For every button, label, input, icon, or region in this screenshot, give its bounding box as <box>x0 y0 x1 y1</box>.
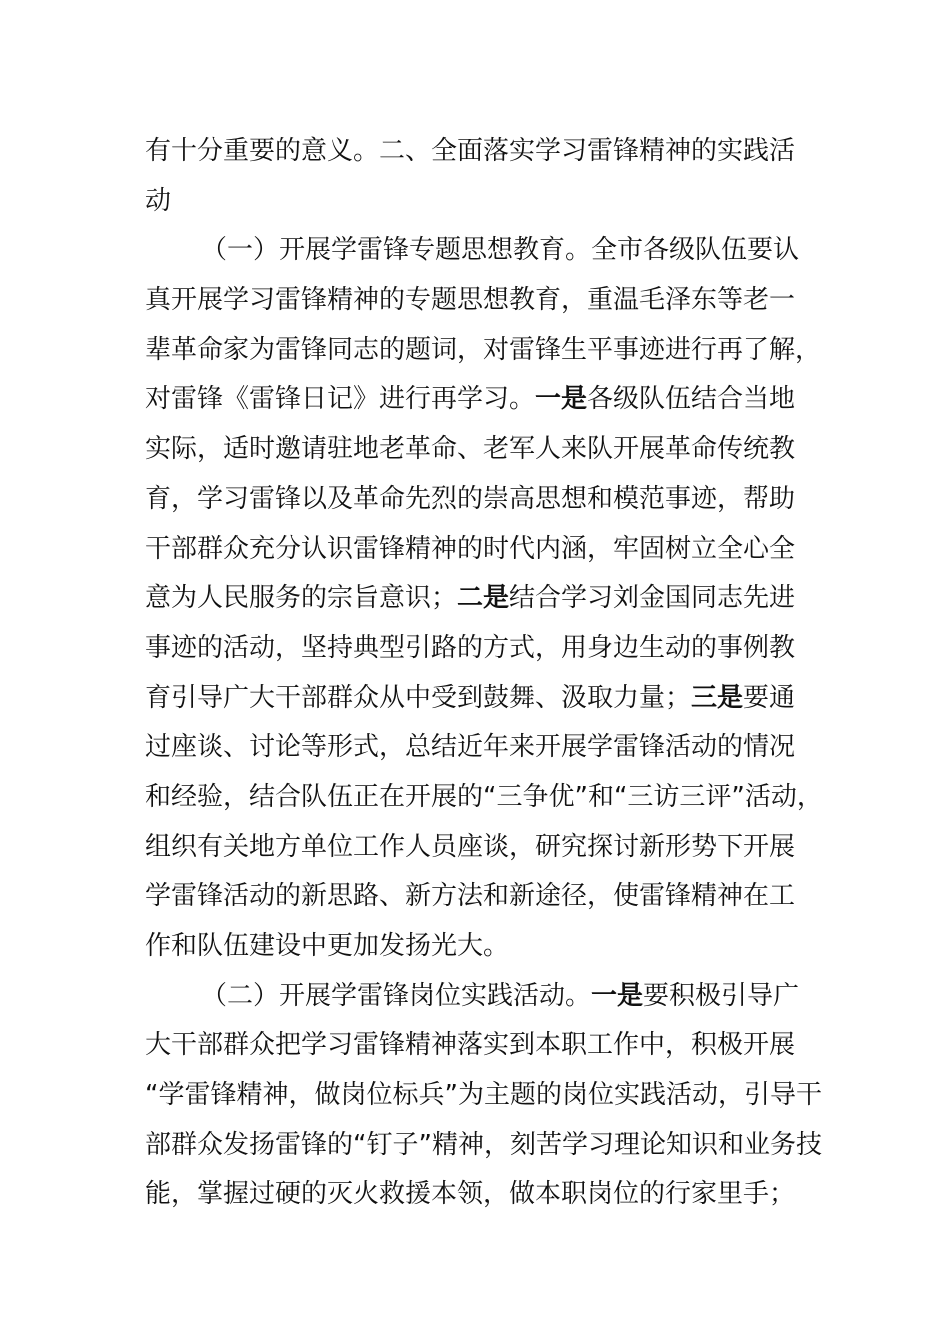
document-body <box>145 127 823 1220</box>
text-line: 学雷锋活动的新思路、新方法和新途径，使雷锋精神在工 <box>145 881 796 912</box>
text-line: 育引导广大干部群众从中受到鼓舞、汲取力量；三是要通 <box>145 682 796 713</box>
text-line: 育，学习雷锋以及革命先烈的崇高思想和模范事迹，帮助 <box>145 483 796 514</box>
section-heading-line: （一）开展学雷锋专题思想教育。全市各级队伍要认 <box>201 235 800 266</box>
text-line: 事迹的活动，坚持典型引路的方式，用身边生动的事例教 <box>145 632 796 663</box>
text-line: 辈革命家为雷锋同志的题词，对雷锋生平事迹进行再了解， <box>145 334 822 365</box>
text-line: 过座谈、讨论等形式，总结近年来开展学雷锋活动的情况 <box>145 732 796 763</box>
text-line: 能，掌握过硬的灭火救援本领，做本职岗位的行家里手； <box>145 1179 796 1210</box>
emphasis-first: 一是 <box>535 384 588 415</box>
emphasis-third: 三是 <box>691 682 744 713</box>
text-line: 意为人民服务的宗旨意识；二是结合学习刘金国同志先进 <box>145 583 796 614</box>
text-line: 实际，适时邀请驻地老革命、老军人来队开展革命传统教 <box>145 434 796 465</box>
text-line: 有十分重要的意义。二、全面落实学习雷锋精神的实践活 <box>145 136 796 166</box>
text-line: 动 <box>145 185 172 216</box>
text-line: 部群众发扬雷锋的“钉子”精神，刻苦学习理论知识和业务技 <box>145 1129 822 1160</box>
text-line: 真开展学习雷锋精神的专题思想教育，重温毛泽东等老一 <box>145 285 796 316</box>
emphasis-first: 一是 <box>591 980 644 1011</box>
text-line: “学雷锋精神，做岗位标兵”为主题的岗位实践活动，引导干 <box>145 1080 822 1111</box>
text-line: 作和队伍建设中更加发扬光大。 <box>145 931 510 961</box>
emphasis-second: 二是 <box>457 583 510 614</box>
section-heading-line: （二）开展学雷锋岗位实践活动。一是要积极引导广 <box>201 980 800 1011</box>
text-line: 干部群众充分认识雷锋精神的时代内涵，牢固树立全心全 <box>145 533 796 564</box>
text-line: 大干部群众把学习雷锋精神落实到本职工作中，积极开展 <box>145 1030 796 1061</box>
text-line: 和经验，结合队伍正在开展的“三争优”和“三访三评”活动， <box>145 781 823 812</box>
text-line: 组织有关地方单位工作人员座谈，研究探讨新形势下开展 <box>145 831 796 862</box>
text-line: 对雷锋《雷锋日记》进行再学习。一是各级队伍结合当地 <box>145 384 796 415</box>
